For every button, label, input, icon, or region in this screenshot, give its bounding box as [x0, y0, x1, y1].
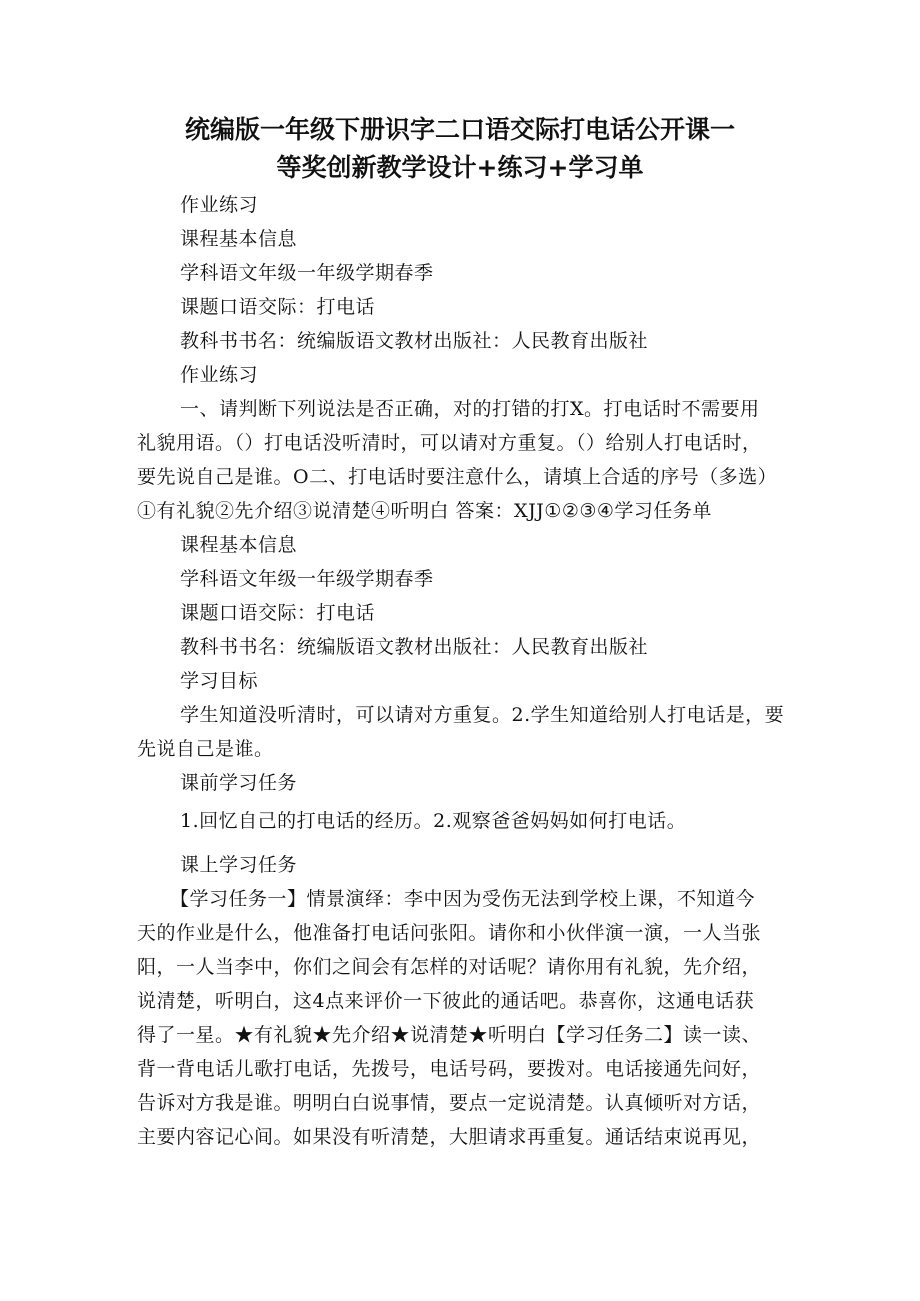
task-paragraph-line: 阳，一人当李中，你们之间会有怎样的对话呢？请你用有礼貌，先介绍，: [137, 956, 762, 978]
task-paragraph-line: 主要内容记心间。如果没有听清楚，大胆请求再重复。通话结束说再见，: [137, 1126, 762, 1148]
exercise-paragraph-line: 礼貌用语。（）打电话没听清时，可以请对方重复。（）给别人打电话时，: [137, 432, 762, 454]
heading-in-class-tasks: 课上学习任务: [180, 854, 298, 876]
task-paragraph-line: 说清楚，听明白，这4点来评价一下彼此的通话吧。恭喜你，这通电话获: [137, 990, 755, 1012]
goals-paragraph-line: 先说自己是谁。: [137, 738, 274, 760]
heading-homework: 作业练习: [180, 194, 259, 216]
task-paragraph-line: 告诉对方我是谁。明明白白说事情，要点一定说清楚。认真倾听对方话，: [137, 1092, 762, 1114]
task-paragraph-line: 背一背电话儿歌打电话，先拨号，电话号码，要拨对。电话接通先问好，: [137, 1058, 762, 1080]
document-title-line-2: 等奖创新教学设计+练习+学习单: [276, 153, 644, 182]
textbook-line-2: 教科书书名：统编版语文教材出版社：人民教育出版社: [180, 636, 649, 658]
task-paragraph-line: 天的作业是什么，他准备打电话问张阳。请你和小伙伴演一演，一人当张: [137, 922, 762, 944]
course-topic-line-2: 课题口语交际：打电话: [180, 602, 376, 624]
task-paragraph-line: 得了一星。★有礼貌★先介绍★说清楚★听明白【学习任务二】读一读、: [137, 1024, 762, 1046]
heading-course-info-2: 课程基本信息: [180, 534, 298, 556]
heading-course-info: 课程基本信息: [180, 228, 298, 250]
goals-paragraph-line: 学生知道没听清时，可以请对方重复。2.学生知道给别人打电话是，要: [180, 704, 785, 726]
heading-learning-goals: 学习目标: [180, 670, 259, 692]
pre-class-task-line: 1.回忆自己的打电话的经历。2.观察爸爸妈妈如何打电话。: [180, 810, 687, 832]
exercise-paragraph-line: 一、请判断下列说法是否正确，对的打错的打X。打电话时不需要用: [180, 398, 760, 420]
document-title-line-1: 统编版一年级下册识字二口语交际打电话公开课一: [184, 115, 735, 144]
course-subject-line: 学科语文年级一年级学期春季: [180, 262, 434, 284]
textbook-line: 教科书书名：统编版语文教材出版社：人民教育出版社: [180, 330, 649, 352]
course-subject-line-2: 学科语文年级一年级学期春季: [180, 568, 434, 590]
heading-homework-2: 作业练习: [180, 364, 259, 386]
course-topic-line: 课题口语交际：打电话: [180, 296, 376, 318]
exercise-paragraph-line: ①有礼貌②先介绍③说清楚④听明白 答案：XJJ①②③④学习任务单: [137, 500, 712, 522]
heading-pre-class-tasks: 课前学习任务: [180, 772, 298, 794]
exercise-paragraph-line: 要先说自己是谁。O二、打电话时要注意什么，请填上合适的序号（多选）: [137, 466, 778, 488]
task-paragraph-line: 【学习任务一】情景演绎：李中因为受伤无法到学校上课，不知道今: [170, 888, 756, 910]
